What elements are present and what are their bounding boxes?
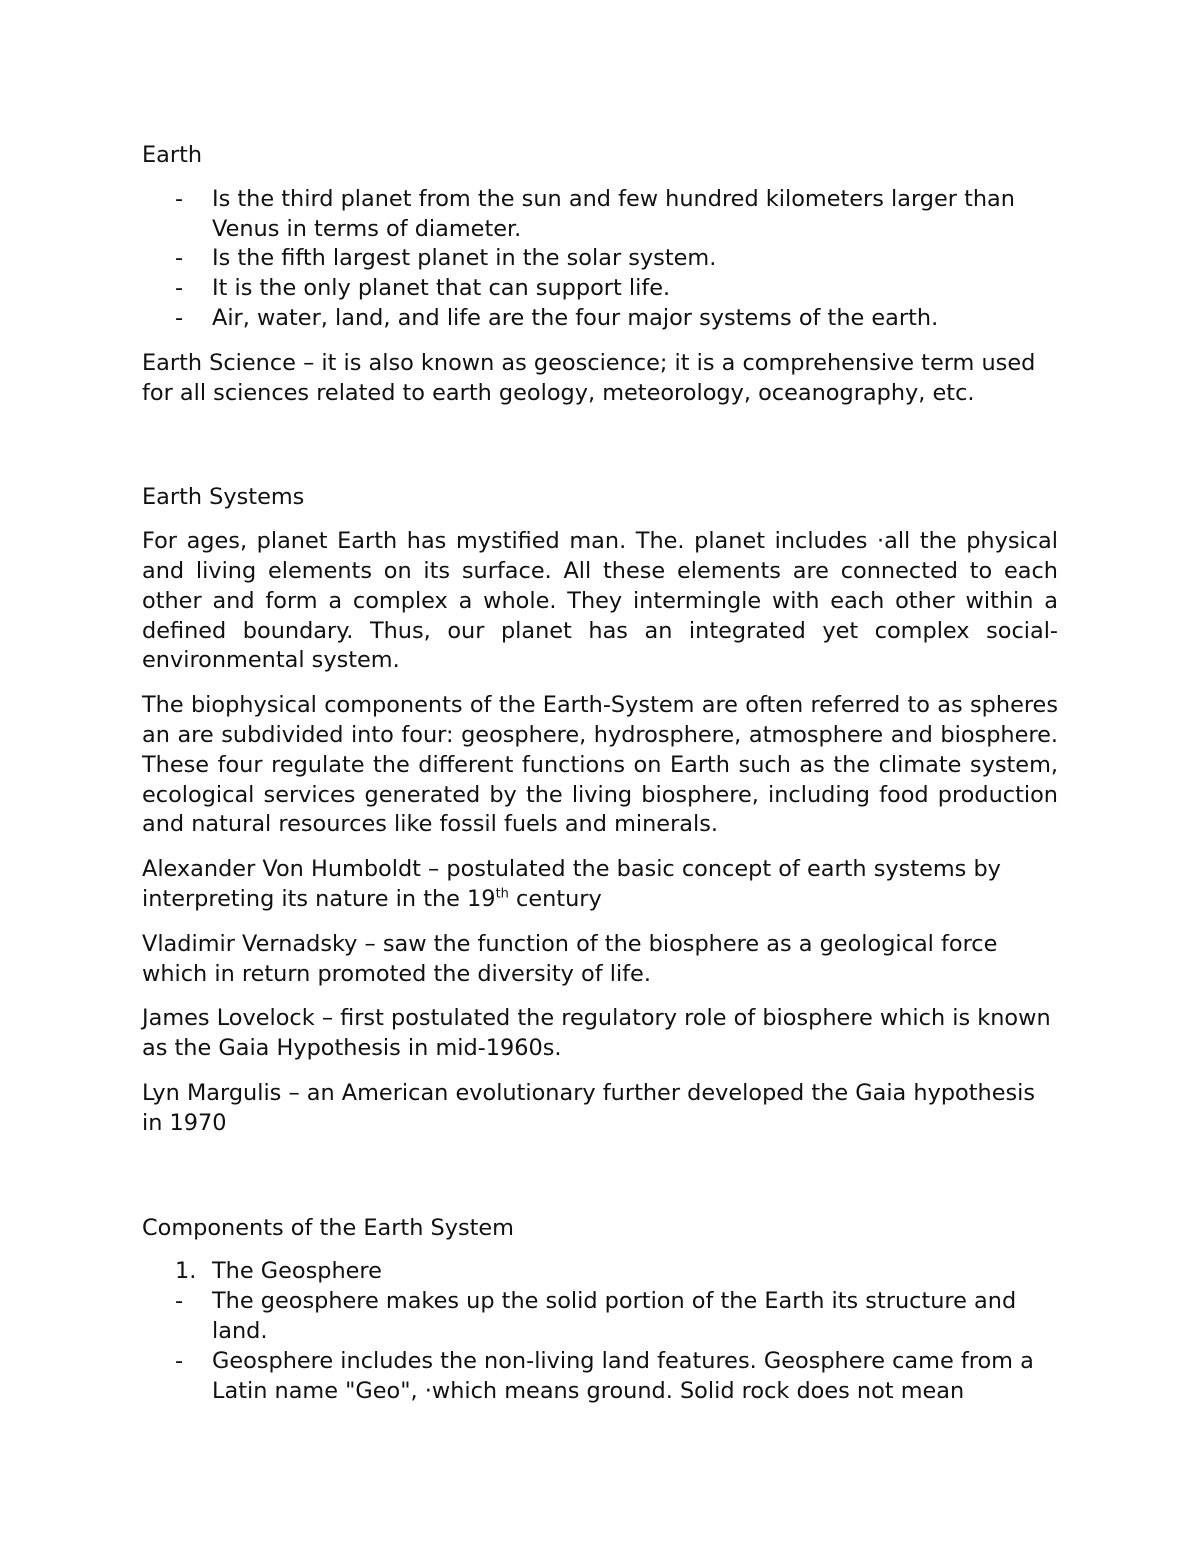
earth-science-paragraph: Earth Science – it is also known as geoscience; it is a comprehensive term used for all sciences related to earth geology, meteorology, oceanography, etc. [142,349,1036,406]
biophysical-components-paragraph: The biophysical components of the Earth-System are often referred to as spheres an are subdivided into four: geosphere, hydrosphere, atmosphere and biosphere. These four regulate the different functions on Earth such as the climate system, ecological services generated by the living biosphere, including food production and natural resources like fossil fuels and minerals. [142,692,1058,838]
earth-heading: Earth [142,142,203,168]
earth-bullet-list [142,185,1058,334]
margulis-paragraph: Lyn Margulis – an American evolutionary further developed the Gaia hypothesis in 1970 [142,1079,1036,1136]
numbered-item-label: The Geosphere [212,1258,382,1285]
vernadsky-paragraph: Vladimir Vernadsky – saw the function of the biosphere as a geological force which in return promoted the diversity of life. [142,930,998,987]
section-spacer [142,1154,1058,1214]
geosphere-bullet-list [142,1287,1058,1406]
earth-bullet: - It is the only planet that can support life. [142,274,1058,304]
lovelock-paragraph: James Lovelock – first postulated the regulatory role of biosphere which is known as the Gaia Hypothesis in mid-1960s. [142,1005,1051,1062]
earth-systems-paragraph: For ages, planet Earth has mystified man. The. planet includes ·all the physical and living elements on its surface. All these elements are connected to each other and form a complex a whole. They intermingle with each other within a defined boundary. Thus, our planet has an integrated yet complex social-environmental system. [142,528,1058,674]
list-number: 1. [175,1258,197,1285]
earth-bullet: - Is the fifth largest planet in the solar system. [142,244,1058,274]
earth-bullet: - Air, water, land, and life are the four major systems of the earth. [142,304,1058,334]
ordinal-suffix: th [495,886,509,902]
geosphere-bullet: - Geosphere includes the non-living land features. Geosphere came from a Latin name "Geo", ·which means ground. Solid rock does not mean [142,1347,1058,1407]
geosphere-bullet: - The geosphere makes up the solid portion of the Earth its structure and land. [142,1287,1058,1347]
earth-bullet: - Is the third planet from the sun and few hundred kilometers larger than Venus in terms of diameter. [142,185,1058,245]
components-numbered-list [142,1257,1058,1287]
humboldt-tail: century [508,885,602,912]
humboldt-paragraph [142,855,1058,915]
section-spacer [142,423,1058,483]
humboldt-text: Alexander Von Humboldt – postulated the basic concept of earth systems by interpreting its nature in the 19 [142,856,1001,912]
earth-systems-heading: Earth Systems [142,484,305,511]
numbered-item [142,1257,1058,1287]
components-heading: Components of the Earth System [142,1214,514,1241]
